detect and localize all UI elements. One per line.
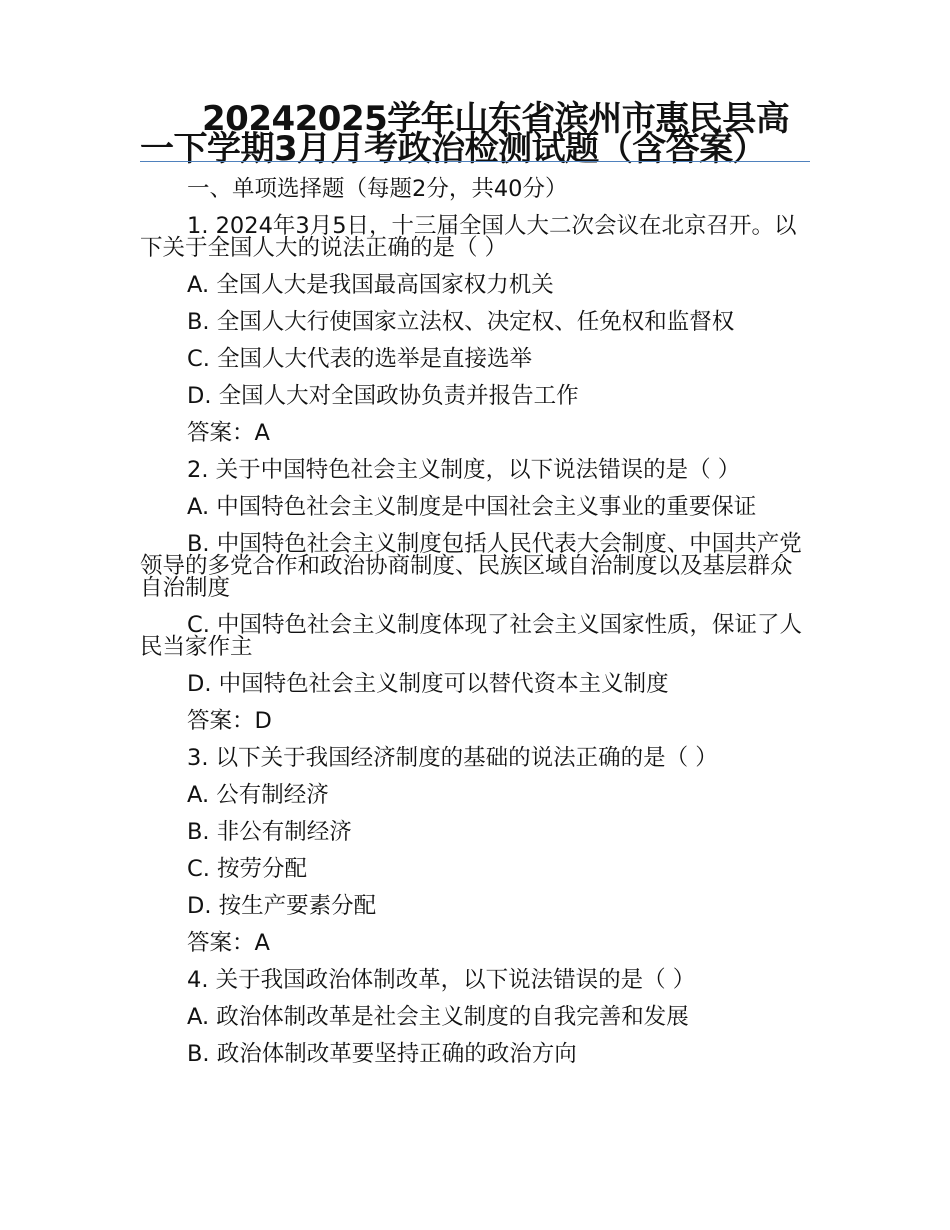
question-stem: 1. 2024年3月5日，十三届全国人大二次会议在北京召开。以下关于全国人大的说法正确的是（ ） (140, 213, 797, 261)
question-answer: 答案：A (187, 420, 270, 446)
question-option: B. 非公有制经济 (187, 819, 352, 845)
question-option: B. 中国特色社会主义制度包括人民代表大会制度、中国共产党领导的多党合作和政治协商制度、民族区域自治制度以及基层群众自治制度 (140, 531, 802, 601)
question-option: C. 按劳分配 (187, 856, 308, 882)
question-stem: 2. 关于中国特色社会主义制度，以下说法错误的是（ ） (187, 457, 741, 483)
question-option: A. 中国特色社会主义制度是中国社会主义事业的重要保证 (187, 494, 757, 520)
question-option: C. 中国特色社会主义制度体现了社会主义国家性质，保证了人民当家作主 (140, 612, 803, 660)
section-heading: 一、单项选择题（每题2分，共40分） (187, 176, 568, 202)
question-option: B. 政治体制改革要坚持正确的政治方向 (187, 1041, 577, 1067)
question-answer: 答案：A (187, 930, 270, 956)
question-option: A. 政治体制改革是社会主义制度的自我完善和发展 (187, 1004, 689, 1030)
question-option: D. 按生产要素分配 (187, 893, 377, 919)
document-body (140, 178, 810, 1080)
question-stem: 4. 关于我国政治体制改革，以下说法错误的是（ ） (187, 967, 696, 993)
question-option: A. 公有制经济 (187, 782, 329, 808)
document-title: 20242025学年山东省滨州市惠民县高一下学期3月月考政治检测试题（含答案） (140, 99, 790, 169)
question-option: B. 全国人大行使国家立法权、决定权、任免权和监督权 (187, 309, 735, 335)
question-option: D. 中国特色社会主义制度可以替代资本主义制度 (187, 671, 669, 697)
title-underline (140, 161, 810, 162)
question-option: D. 全国人大对全国政协负责并报告工作 (187, 383, 579, 409)
question-stem: 3. 以下关于我国经济制度的基础的说法正确的是（ ） (187, 745, 718, 771)
question-option: C. 全国人大代表的选举是直接选举 (187, 346, 533, 372)
question-answer: 答案：D (187, 708, 272, 734)
question-option: A. 全国人大是我国最高国家权力机关 (187, 272, 554, 298)
